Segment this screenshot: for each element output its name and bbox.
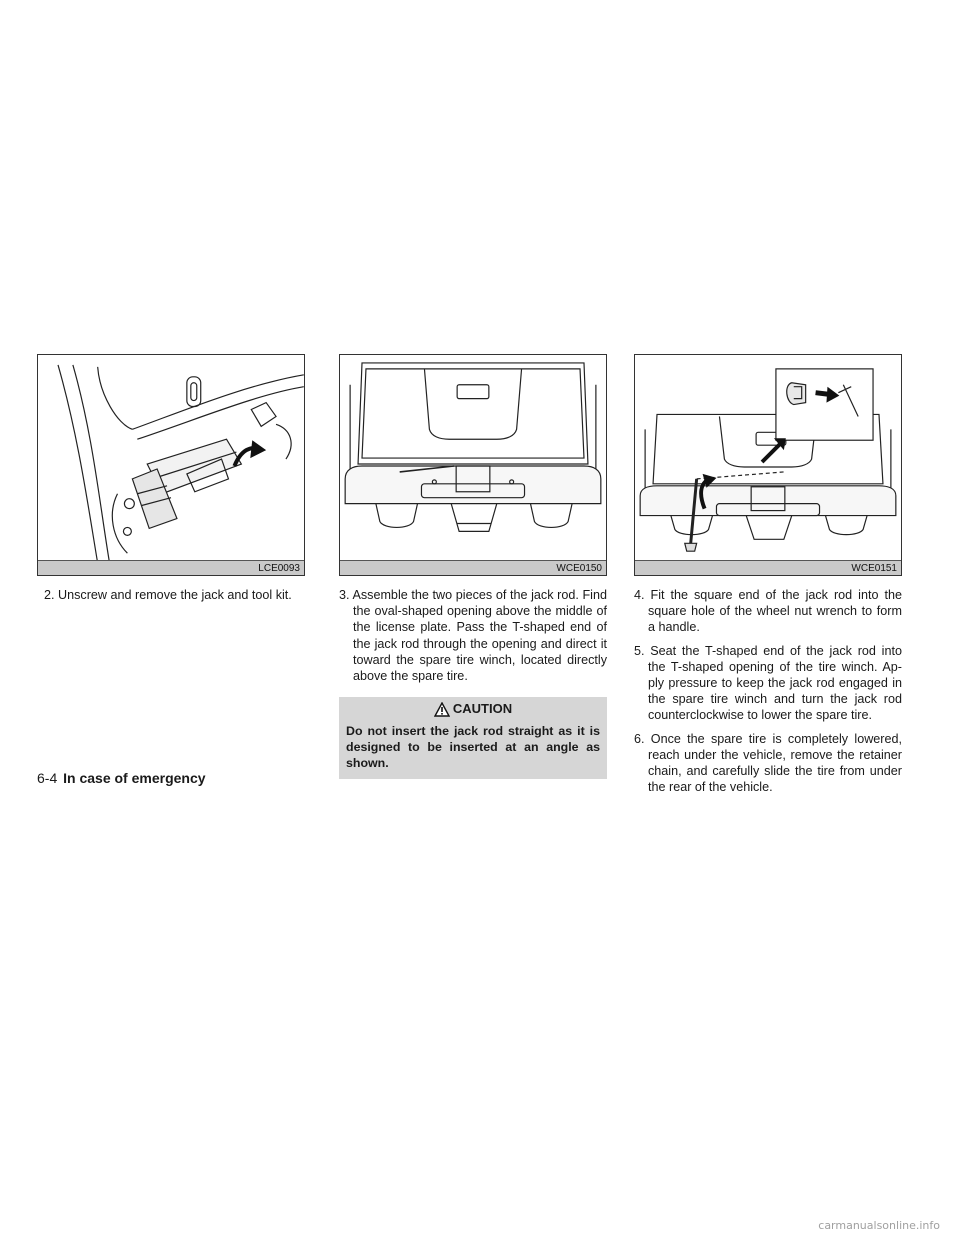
step-3-text: 3. Assemble the two pieces of the jack rod. Find the oval-shaped opening above the middle of the license plate. Pass the T-shaped end of the jack rod through the opening and direct it toward the spare tire winch, located directly above the spare tire. bbox=[339, 588, 607, 684]
figure-code: WCE0151 bbox=[635, 560, 901, 575]
figure-jack-rod-insertion bbox=[634, 354, 902, 576]
warning-icon bbox=[434, 702, 450, 717]
section-title: In case of emergency bbox=[63, 770, 206, 786]
jack-tool-kit-illustration bbox=[38, 355, 304, 575]
caution-text: Do not insert the jack rod straight as it is designed to be inserted at an angle as shown. bbox=[346, 724, 600, 771]
step-5-text: 5. Seat the T-shaped end of the jack rod into the T-shaped opening of the tire winch. Ap-ply pressure to keep the jack rod engaged in the spare tire winch and turn the jack rod counterclockwise to lower the spare tire. bbox=[634, 643, 902, 723]
page-footer bbox=[37, 770, 206, 786]
figure-code: WCE0150 bbox=[340, 560, 606, 575]
page-number: 6-4 bbox=[37, 770, 58, 786]
caution-header bbox=[346, 701, 600, 717]
tailgate-illustration bbox=[340, 355, 606, 575]
jack-rod-insertion-illustration bbox=[635, 355, 901, 575]
figure-code: LCE0093 bbox=[38, 560, 304, 575]
step-2-text: 2. Unscrew and remove the jack and tool kit. bbox=[44, 588, 292, 602]
text-column-3 bbox=[634, 587, 902, 802]
watermark: carmanualsonline.info bbox=[818, 1219, 940, 1232]
figure-jack-tool-kit bbox=[37, 354, 305, 576]
step-6-text: 6. Once the spare tire is completely lowered, reach under the vehicle, remove the retainer chain, and carefully slide the tire from under the rear of the vehicle. bbox=[634, 731, 902, 795]
text-column-2 bbox=[339, 587, 607, 779]
caution-box bbox=[339, 697, 607, 779]
text-column-1 bbox=[44, 587, 309, 610]
caution-title: CAUTION bbox=[452, 701, 513, 717]
step-4-text: 4. Fit the square end of the jack rod into the square hole of the wheel nut wrench to form a handle. bbox=[634, 588, 902, 635]
figure-tailgate-opening bbox=[339, 354, 607, 576]
